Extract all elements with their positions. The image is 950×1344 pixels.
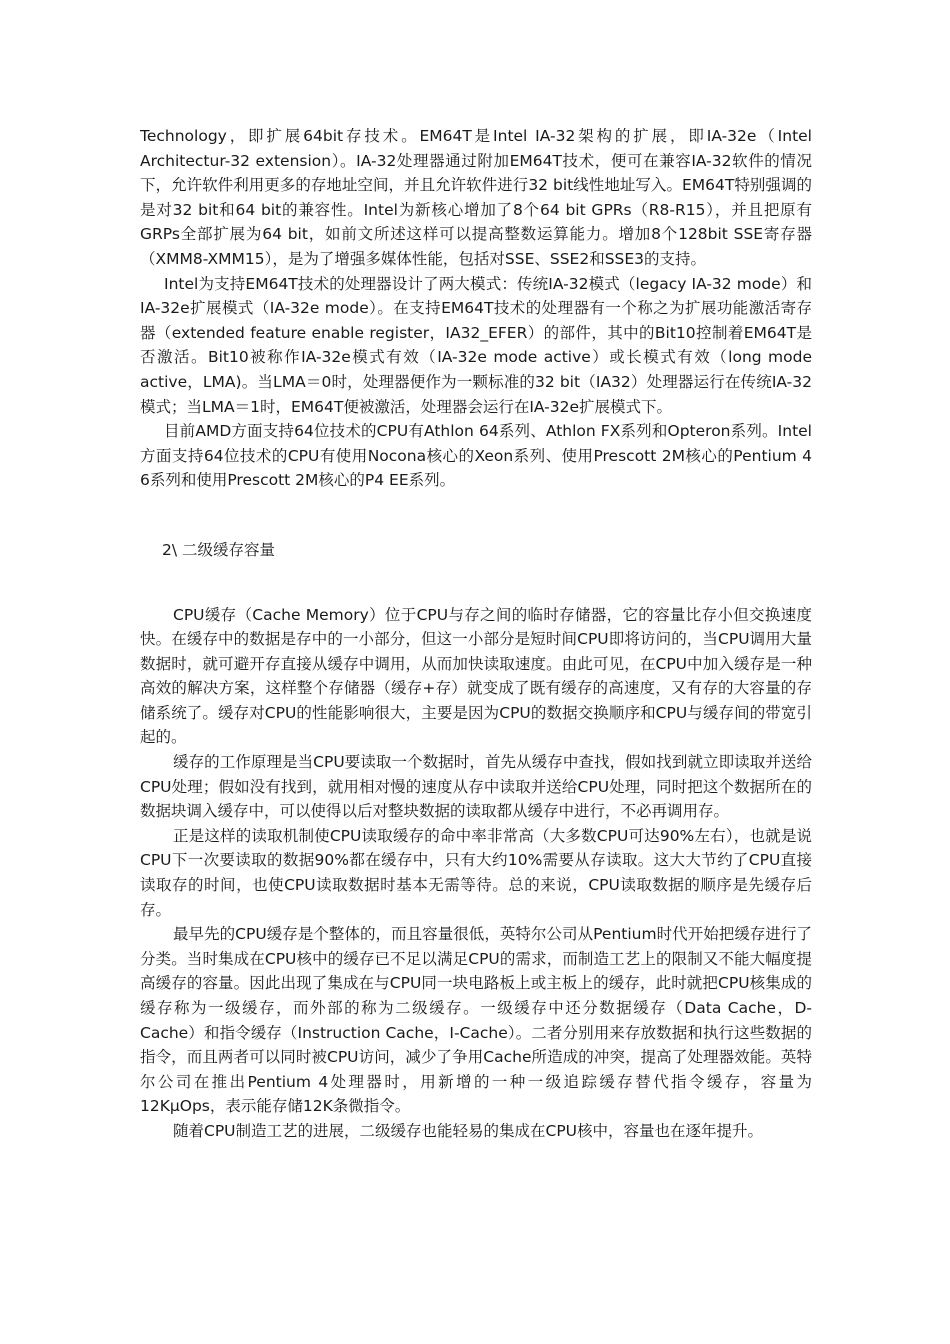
paragraph-cache-hit-rate: 正是这样的读取机制使CPU读取缓存的命中率非常高（大多数CPU可达90%左右），也就是说CPU下一次要读取的数据90%都在缓存中，只有大约10%需要从存读取。这大大节约了CPU直接读取存的时间，也使CPU读取数据时基本无需等待。总的来说，CPU读取数据的顺序是先缓存后存。 [140,826,812,919]
paragraph-cache-progress: 随着CPU制造工艺的进展，二级缓存也能轻易的集成在CPU核中，容量也在逐年提升。 [173,1121,764,1140]
paragraph-em64t-continued: Technology，即扩展64bit存技术。EM64T是Intel IA-32架构的扩展，即IA-32e（Intel Architectur-32 extension）。IA-32处理器通过附加EM64T技术，便可在兼容IA-32软件的情况下，允许软件利用更多的存地址空间，并且允许软件进行32 bit线性地址写入。EM64T特别强调的是对32 bit和64 bit的兼容性。Intel为新核心增加了8个64 bit GPRs（R8-R15），并且把原有GRPs全部扩展为64 bit，如前文所述这样可以提高整数运算能力。增加8个128bit SSE寄存器（XMM8-XMM15），是为了增强多媒体性能，包括对SSE、SSE2和SSE3的支持。 [140,127,812,268]
paragraph-64bit-cpus: 目前AMD方面支持64位技术的CPU有Athlon 64系列、Athlon FX系列和Opteron系列。Intel方面支持64位技术的CPU有使用Nocona核心的Xeon系列、使用Prescott 2M核心的Pentium 4 6系列和使用Prescott 2M核心的P4 EE系列。 [140,422,812,490]
paragraph-cache-intro: CPU缓存（Cache Memory）位于CPU与存之间的临时存储器，它的容量比存小但交换速度快。在缓存中的数据是存中的一小部分，但这一小部分是短时间CPU即将访问的，当CPU调用大量数据时，就可避开存直接从缓存中调用，从而加快读取速度。由此可见，在CPU中加入缓存是一种高效的解决方案，这样整个存储器（缓存+存）就变成了既有缓存的高速度，又有存的大容量的存储系统了。缓存对CPU的性能影响很大，主要是因为CPU的数据交换顺序和CPU与缓存间的带宽引起的。 [140,605,812,747]
paragraph-cache-levels: 最早先的CPU缓存是个整体的，而且容量很低，英特尔公司从Pentium时代开始把缓存进行了分类。当时集成在CPU核中的缓存已不足以满足CPU的需求，而制造工艺上的限制又不能大幅度提高缓存的容量。因此出现了集成在与CPU同一块电路板上或主板上的缓存，此时就把CPU核集成的缓存称为一级缓存，而外部的称为二级缓存。一级缓存中还分数据缓存（Data Cache，D-Cache）和指令缓存（Instruction Cache，I-Cache）。二者分别用来存放数据和执行这些数据的指令，而且两者可以同时被CPU访问，减少了争用Cache所造成的冲突，提高了处理器效能。英特尔公司在推出Pentium 4处理器时，用新增的一种一级追踪缓存替代指令缓存，容量为12KμOps，表示能存储12K条微指令。 [140,925,812,1116]
document-body [140,124,812,1144]
paragraph-cache-principle: 缓存的工作原理是当CPU要读取一个数据时，首先从缓存中查找，假如找到就立即读取并送给CPU处理；假如没有找到，就用相对慢的速度从存中读取并送给CPU处理，同时把这个数据所在的数据块调入缓存中，可以使得以后对整块数据的读取都从缓存中进行，不必再调用存。 [140,753,812,821]
paragraph-em64t-modes: Intel为支持EM64T技术的处理器设计了两大模式：传统IA-32模式（legacy IA-32 mode）和IA-32e扩展模式（IA-32e mode）。在支持EM64T技术的处理器有一个称之为扩展功能激活寄存器（extended feature enable register，IA32_EFER）的部件，其中的Bit10控制着EM64T是否激活。Bit10被称作IA-32e模式有效（IA-32e mode active）或长模式有效（long mode active，LMA)。当LMA＝0时，处理器便作为一颗标准的32 bit（IA32）处理器运行在传统IA-32模式；当LMA＝1时，EM64T便被激活，处理器会运行在IA-32e扩展模式下。 [140,274,812,416]
section-heading: 2\ 二级缓存容量 [162,540,276,559]
